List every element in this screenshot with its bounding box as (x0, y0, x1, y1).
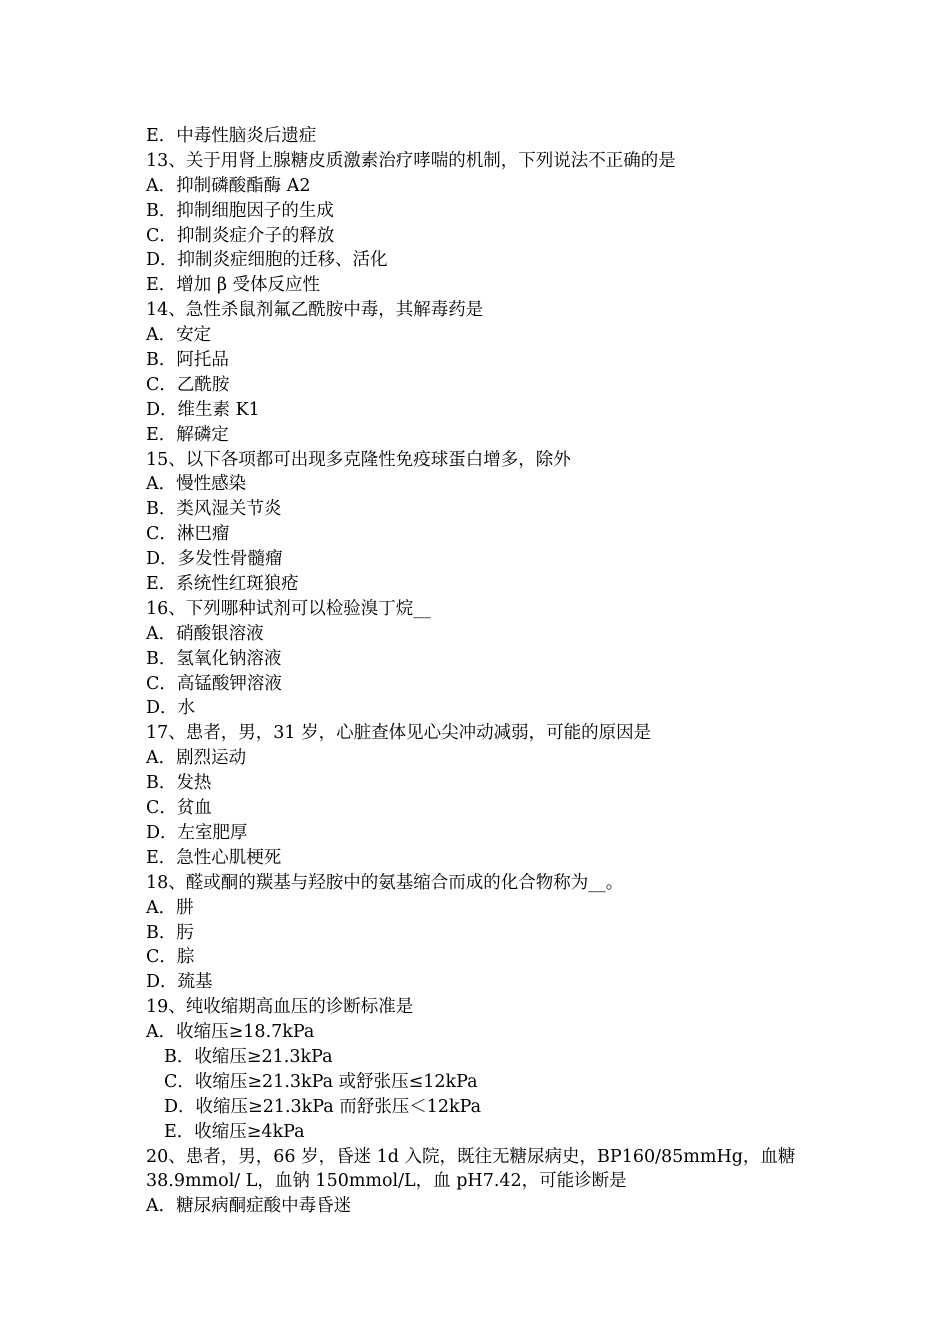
option-d: D．巯基 (146, 972, 213, 993)
question-20-continued: 38.9mmol/ L，血钠 150mmol/L，血 pH7.42，可能诊断是 (146, 1171, 627, 1192)
question-14: 14、急性杀鼠剂氟乙酰胺中毒，其解毒药是 (146, 300, 484, 321)
question-19: 19、纯收缩期高血压的诊断标准是 (146, 997, 414, 1018)
question-18: 18、醛或酮的羰基与羟胺中的氨基缩合而成的化合物称为__。 (146, 872, 624, 893)
option-c: C．收缩压≥21.3kPa 或舒张压≤12kPa (164, 1071, 478, 1092)
question-15: 15、以下各项都可出现多克隆性免疫球蛋白增多，除外 (146, 449, 571, 470)
option-b: B．抑制细胞因子的生成 (146, 200, 334, 221)
option-b: B．收缩压≥21.3kPa (164, 1046, 333, 1067)
option-a: A．安定 (146, 325, 212, 346)
option-b: B．肟 (146, 922, 194, 943)
option-a: A．收缩压≥18.7kPa (146, 1022, 315, 1043)
option-e: E．中毒性脑炎后遗症 (146, 126, 317, 146)
question-20: 20、患者，男，66 岁，昏迷 1d 入院，既往无糖尿病史，BP160/85mmHg，血糖 (146, 1146, 796, 1167)
question-17: 17、患者，男，31 岁，心脏查体见心尖冲动减弱，可能的原因是 (146, 723, 652, 744)
option-d: D．收缩压≥21.3kPa 而舒张压＜12kPa (164, 1096, 482, 1117)
option-d: D．水 (146, 698, 196, 719)
option-e: E．系统性红斑狼疮 (146, 574, 299, 595)
document-page (146, 124, 826, 1219)
option-c: C．高锰酸钾溶液 (146, 673, 282, 694)
question-16: 16、下列哪种试剂可以检验溴丁烷__ (146, 598, 431, 619)
option-b: B．阿托品 (146, 350, 229, 371)
option-a: A．抑制磷酸酯酶 A2 (146, 175, 311, 196)
option-e: E．解磷定 (146, 424, 229, 445)
option-e: E．增加 β 受体反应性 (146, 275, 321, 296)
option-a: A．剧烈运动 (146, 748, 247, 769)
option-d: D．维生素 K1 (146, 399, 260, 420)
option-a: A．慢性感染 (146, 474, 247, 495)
option-d: D．左室肥厚 (146, 822, 248, 843)
option-c: C．抑制炎症介子的释放 (146, 225, 335, 246)
option-c: C．乙酰胺 (146, 374, 230, 395)
option-e: E．收缩压≥4kPa (164, 1121, 305, 1142)
option-d: D．多发性骨髓瘤 (146, 549, 283, 570)
question-13: 13、关于用肾上腺糖皮质激素治疗哮喘的机制，下列说法不正确的是 (146, 150, 676, 171)
option-a: A．糖尿病酮症酸中毒昏迷 (146, 1196, 352, 1217)
option-b: B．氢氧化钠溶液 (146, 648, 282, 669)
option-c: C．腙 (146, 947, 195, 968)
option-d: D．抑制炎症细胞的迁移、活化 (146, 250, 388, 271)
option-c: C．贫血 (146, 798, 212, 819)
option-e: E．急性心肌梗死 (146, 847, 282, 868)
option-a: A．肼 (146, 897, 194, 918)
option-b: B．发热 (146, 773, 212, 794)
option-c: C．淋巴瘤 (146, 524, 230, 545)
option-b: B．类风湿关节炎 (146, 499, 282, 520)
option-a: A．硝酸银溶液 (146, 623, 264, 644)
